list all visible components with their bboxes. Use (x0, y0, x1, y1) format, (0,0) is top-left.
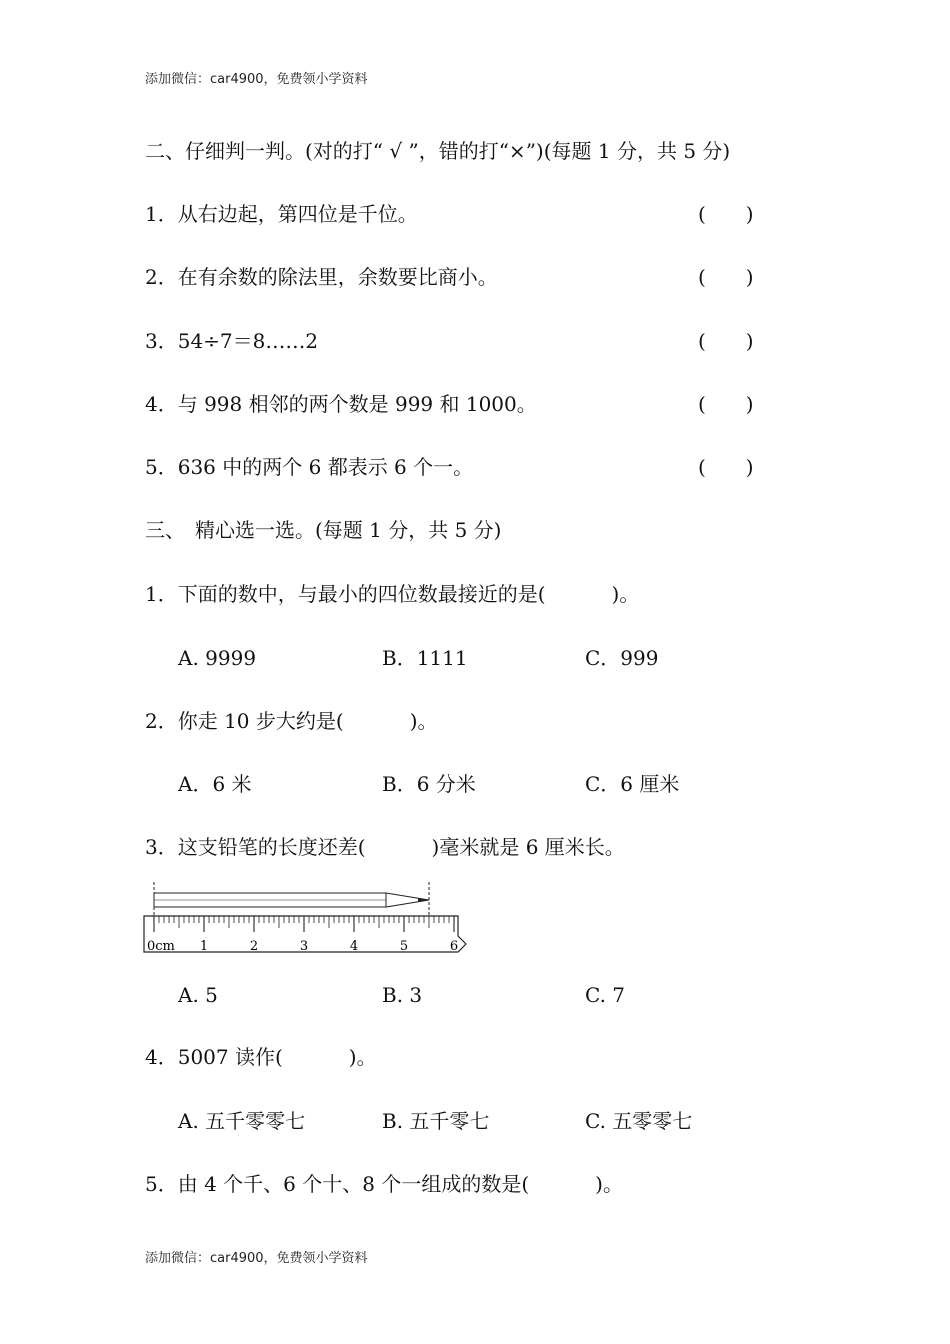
answer-paren-3[interactable]: ( ) (698, 329, 754, 353)
answer-paren-1[interactable]: ( ) (698, 202, 754, 226)
judge-item-4: 4．与 998 相邻的两个数是 999 和 1000。 (145, 392, 537, 416)
answer-paren-4[interactable]: ( ) (698, 392, 754, 416)
question-5-suffix: )。 (595, 1172, 623, 1196)
q2-option-a[interactable]: A．6 米 (178, 772, 252, 796)
section-2-title: 二、仔细判一判。(对的打“ √ ”，错的打“×”)(每题 1 分，共 5 分) (145, 139, 731, 163)
q1-option-a[interactable]: A. 9999 (178, 646, 257, 670)
choice-question-1 (145, 580, 639, 608)
question-1-suffix: )。 (611, 582, 640, 606)
header-note: 添加微信：car4900，免费领小学资料 (145, 72, 368, 87)
q1-option-b[interactable]: B．1111 (382, 646, 468, 670)
ruler-unit-label: 0cm (147, 939, 175, 954)
question-1-prefix: 1．下面的数中，与最小的四位数最接近的是( (145, 582, 546, 606)
ruler-number: 5 (399, 939, 409, 954)
judge-item-5: 5．636 中的两个 6 都表示 6 个一。 (145, 455, 474, 479)
q3-option-b[interactable]: B. 3 (382, 983, 423, 1007)
answer-paren-2[interactable]: ( ) (698, 265, 754, 289)
answer-paren-5[interactable]: ( ) (698, 455, 754, 479)
question-5-prefix: 5．由 4 个千、6 个十、8 个一组成的数是( (145, 1172, 530, 1196)
section-3-title: 三、 精心选一选。(每题 1 分，共 5 分) (145, 518, 502, 542)
q2-option-b[interactable]: B．6 分米 (382, 772, 476, 796)
choice-question-4 (145, 1043, 377, 1071)
question-2-suffix: )。 (409, 709, 438, 733)
question-4-prefix: 4．5007 读作( (145, 1045, 283, 1069)
judge-item-3: 3．54÷7＝8……2 (145, 329, 319, 353)
pencil-icon (154, 893, 429, 907)
pencil-ruler-figure (140, 880, 480, 960)
ruler-number: 1 (199, 939, 209, 954)
question-4-suffix: )。 (348, 1045, 377, 1069)
q4-option-c[interactable]: C. 五零零七 (585, 1109, 693, 1133)
ruler-number: 2 (249, 939, 259, 954)
q1-option-c[interactable]: C．999 (585, 646, 659, 670)
ruler-number: 4 (349, 939, 359, 954)
q2-option-c[interactable]: C．6 厘米 (585, 772, 680, 796)
q4-option-b[interactable]: B. 五千零七 (382, 1109, 490, 1133)
choice-question-2 (145, 707, 438, 735)
q3-option-c[interactable]: C. 7 (585, 983, 626, 1007)
choice-question-5 (145, 1170, 623, 1198)
ruler-number: 6 (449, 939, 459, 954)
question-2-prefix: 2．你走 10 步大约是( (145, 709, 344, 733)
ruler-number: 3 (299, 939, 309, 954)
q4-option-a[interactable]: A. 五千零零七 (178, 1109, 306, 1133)
footer-note: 添加微信：car4900，免费领小学资料 (145, 1251, 368, 1266)
q3-option-a[interactable]: A. 5 (178, 983, 218, 1007)
judge-item-1: 1．从右边起，第四位是千位。 (145, 202, 418, 226)
judge-item-2: 2．在有余数的除法里，余数要比商小。 (145, 265, 498, 289)
choice-question-3 (145, 833, 625, 861)
question-3-suffix: )毫米就是 6 厘米长。 (431, 835, 625, 859)
question-3-prefix: 3．这支铅笔的长度还差( (145, 835, 366, 859)
